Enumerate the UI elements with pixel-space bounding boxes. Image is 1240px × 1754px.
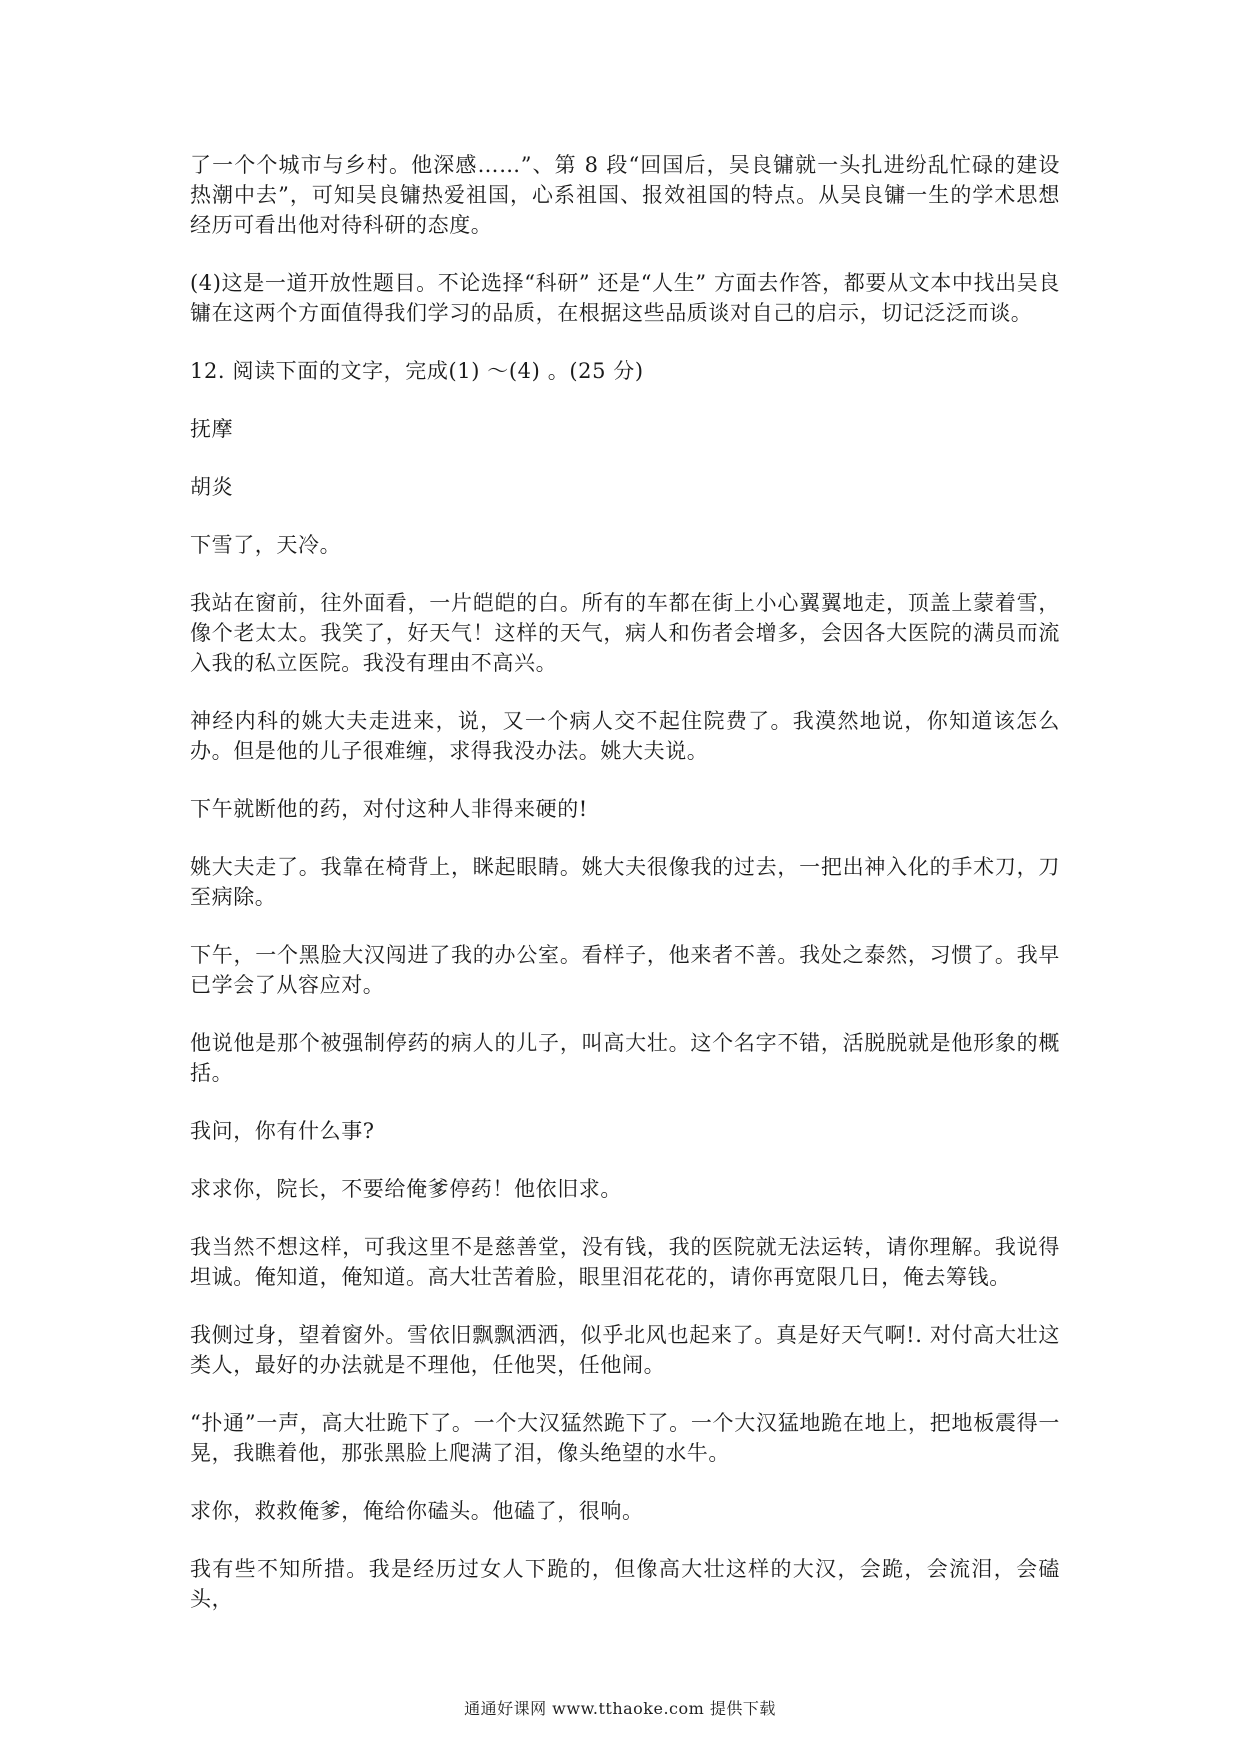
story-paragraph: 下午，一个黑脸大汉闯进了我的办公室。看样子，他来者不善。我处之泰然，习惯了。我早已学会了从容应对。 xyxy=(190,943,1060,997)
story-paragraph: 下雪了，天冷。 xyxy=(190,533,342,557)
story-paragraph: 我站在窗前，往外面看，一片皑皑的白。所有的车都在街上小心翼翼地走，顶盖上蒙着雪，像个老太太。我笑了，好天气！这样的天气，病人和伤者会增多，会因各大医院的满员而流入我的私立医院。我没有理由不高兴。 xyxy=(190,591,1060,675)
story-paragraph: 下午就断他的药，对付这种人非得来硬的! xyxy=(190,797,588,821)
answer-paragraph-3: 了一个个城市与乡村。他深感……”、第 8 段“回国后，吴良镛就一头扎进纷乱忙碌的建设热潮中去”，可知吴良镛热爱祖国，心系祖国、报效祖国的特点。从吴良镛一生的学术思想经历可看出他对待科研的态度。 xyxy=(190,153,1060,237)
story-author: 胡炎 xyxy=(190,475,234,499)
story-paragraph: 我有些不知所措。我是经历过女人下跪的，但像高大壮这样的大汉，会跪，会流泪，会磕头， xyxy=(190,1557,1060,1611)
page-footer: 通通好课网 www.tthaoke.com 提供下载 xyxy=(464,1699,776,1718)
story-paragraph: “扑通”一声，高大壮跪下了。一个大汉猛然跪下了。一个大汉猛地跪在地上，把地板震得一晃，我瞧着他，那张黑脸上爬满了泪，像头绝望的水牛。 xyxy=(190,1411,1060,1465)
story-paragraph: 我侧过身，望着窗外。雪依旧飘飘洒洒，似乎北风也起来了。真是好天气啊!. 对付高大壮这类人，最好的办法就是不理他，任他哭，任他闹。 xyxy=(190,1323,1060,1377)
document-body xyxy=(190,150,1060,1642)
story-title: 抚摩 xyxy=(190,417,234,441)
story-paragraph: 他说他是那个被强制停药的病人的儿子，叫高大壮。这个名字不错，活脱脱就是他形象的概括。 xyxy=(190,1031,1060,1085)
story-paragraph: 我当然不想这样，可我这里不是慈善堂，没有钱，我的医院就无法运转，请你理解。我说得坦诚。俺知道，俺知道。高大壮苦着脸，眼里泪花花的，请你再宽限几日，俺去筹钱。 xyxy=(190,1235,1060,1289)
story-paragraph: 我问，你有什么事? xyxy=(190,1119,375,1143)
story-paragraph: 求你，救救俺爹，俺给你磕头。他磕了，很响。 xyxy=(190,1499,644,1523)
story-paragraph: 姚大夫走了。我靠在椅背上，眯起眼睛。姚大夫很像我的过去，一把出神入化的手术刀，刀至病除。 xyxy=(190,855,1060,909)
story-paragraph: 神经内科的姚大夫走进来，说，又一个病人交不起住院费了。我漠然地说，你知道该怎么办。但是他的儿子很难缠，求得我没办法。姚大夫说。 xyxy=(190,709,1060,763)
answer-paragraph-4: (4)这是一道开放性题目。不论选择“科研” 还是“人生” 方面去作答，都要从文本中找出吴良镛在这两个方面值得我们学习的品质，在根据这些品质谈对自己的启示，切记泛泛而谈。 xyxy=(190,271,1060,325)
story-paragraph: 求求你，院长，不要给俺爹停药！他依旧求。 xyxy=(190,1177,622,1201)
question-12-heading: 12. 阅读下面的文字，完成(1) ～(4) 。(25 分) xyxy=(190,359,644,383)
